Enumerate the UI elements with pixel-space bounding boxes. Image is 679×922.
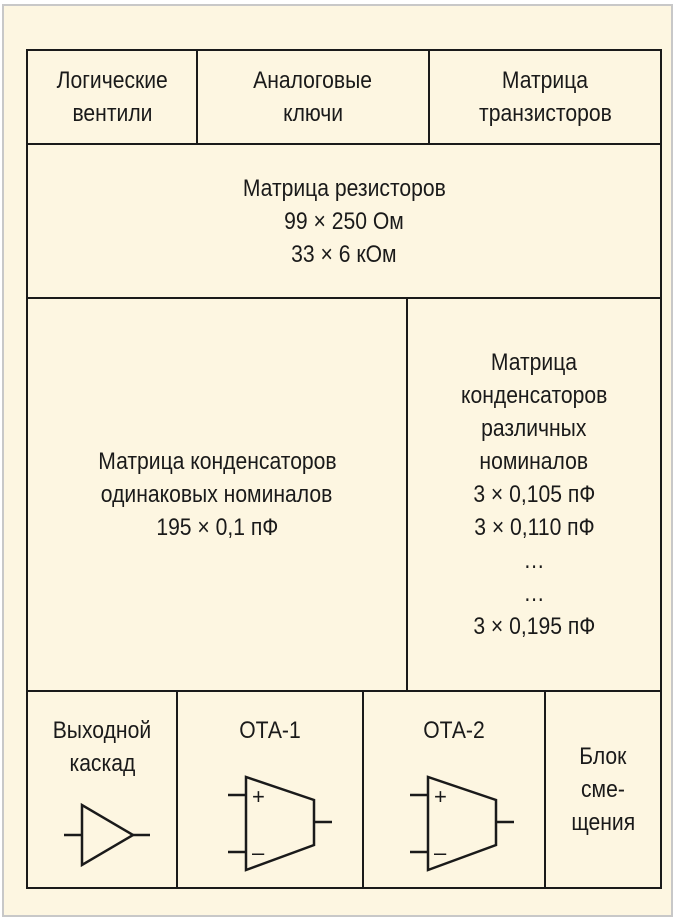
equal-capacitor-matrix-block <box>28 299 408 692</box>
block-label-line: Логические <box>56 67 168 94</box>
block-label-line: 33 × 6 кОм <box>291 240 397 268</box>
block-label-line: транзисторов <box>478 100 612 127</box>
block-label-line: Аналоговые <box>253 67 373 94</box>
minus-sign: – <box>252 840 265 865</box>
plus-sign: + <box>434 784 447 809</box>
block-label-line: Выходной <box>52 717 152 744</box>
block-label-line: 99 × 250 Ом <box>284 207 404 235</box>
ota2-block <box>364 692 546 887</box>
block-label-line: щения <box>571 809 635 836</box>
block-label-line: ключи <box>283 100 343 127</box>
output-stage-block <box>28 692 178 887</box>
bias-block <box>546 692 660 887</box>
block-label-line: конденсаторов <box>460 382 608 409</box>
block-label-line: ОТА-1 <box>239 717 301 744</box>
block-label-line: различных <box>481 415 587 442</box>
block-label-line: Блок <box>579 743 627 770</box>
block-label-line: ОТА-2 <box>423 717 485 744</box>
minus-sign: – <box>434 840 447 865</box>
logic-gates-block <box>28 51 198 145</box>
block-label-line: сме- <box>581 776 625 803</box>
block-label-line: одинаковых номиналов <box>101 481 333 508</box>
block-label-line: Матрица <box>490 349 578 376</box>
plus-sign: + <box>252 784 265 809</box>
various-capacitor-matrix-block <box>408 299 660 692</box>
block-label-line: Матрица конденсаторов <box>97 448 337 475</box>
block-label-line: вентили <box>72 100 152 127</box>
analog-switches-block <box>198 51 430 145</box>
block-label-line: … <box>523 580 545 607</box>
block-label-line: … <box>523 547 545 574</box>
block-label-line: каскад <box>69 750 135 777</box>
block-diagram <box>26 49 662 889</box>
block-label-line: Матрица резисторов <box>242 174 446 202</box>
block-label-line: 195 × 0,1 пФ <box>155 514 279 541</box>
ota1-block <box>178 692 364 887</box>
figure-frame <box>2 4 673 917</box>
block-label-line: 3 × 0,195 пФ <box>472 613 596 640</box>
resistor-matrix-block <box>28 145 660 299</box>
block-label-line: 3 × 0,105 пФ <box>472 481 596 508</box>
block-label-line: 3 × 0,110 пФ <box>473 514 595 541</box>
block-label-line: Матрица <box>501 67 589 94</box>
block-label-line: номиналов <box>479 448 589 475</box>
transistor-matrix-block <box>430 51 660 145</box>
